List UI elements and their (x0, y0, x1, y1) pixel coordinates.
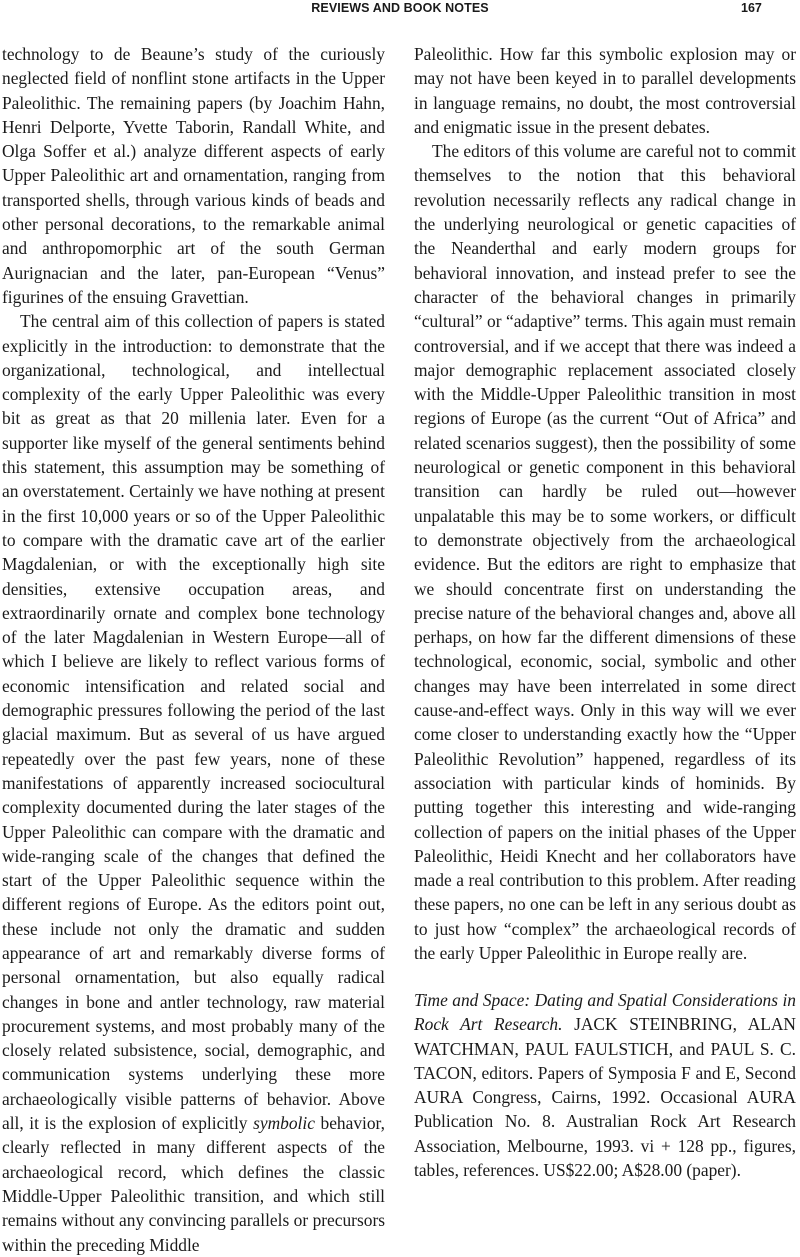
left-paragraph-1: technology to de Beaune’s study of the curiously neglected field of nonflint stone artifacts in the Upper Paleolithic. The remaining papers (by Joachim Hahn, Henri Delporte, Yvette Taborin, Randall White, and Olga Soffer et al.) analyze different aspects of early Upper Paleolithic art and ornamentation, ranging from transported shells, through various kinds of beads and other personal decorations, to the remarkable animal and anthropomorphic art of the south German Aurignacian and the later, pan-European “Venus” figurines of the ensuing Gravettian. (2, 44, 385, 307)
left-paragraph-2-tail: behavior, clearly reflected in many different aspects of the archaeological record, which defines the classic Middle-Upper Paleolithic transition, and which still remains without any convincing parallels or precursors within the preceding Middle (2, 1113, 385, 1255)
book-note-details: JACK STEINBRING, ALAN WATCHMAN, PAUL FAULSTICH, and PAUL S. C. TACON, editors. Papers of Symposia F and E, Second AURA Congress, Cairns, 1992. Occasional AURA Publication No. 8. Australian Rock Art Research Association, Melbourne, 1993. vi + 128 pp., figures, tables, references. US$22.00; A$28.00 (paper). (414, 1014, 796, 1181)
book-note-entry (414, 988, 796, 1182)
symbolic-emphasis: symbolic (253, 1113, 315, 1134)
running-head (0, 0, 800, 20)
left-column (2, 42, 385, 1257)
right-paragraph-2: The editors of this volume are careful not to commit themselves to the notion that this behavioral revolution necessarily reflects any radical change in the underlying neurological or genetic capacities of the Neanderthal and early modern groups for behavioral innovation, and instead prefer to see the character of the behavioral changes in primarily “cultural” or “adaptive” terms. This again must remain controversial, and if we accept that there was indeed a major demographic replacement associated closely with the Middle-Upper Paleolithic transition in most regions of Europe (as the current “Out of Africa” and related scenarios suggest), then the possibility of some neurological or genetic component in this behavioral transition can hardly be ruled out—however unpalatable this may be to some workers, or difficult to demonstrate objectively from the archaeological evidence. But the editors are right to emphasize that we should concentrate first on understanding the precise nature of the behavioral changes and, above all perhaps, on how far the different dimensions of these technological, economic, social, symbolic and other changes may have been interrelated in some direct cause-and-effect ways. Only in this way will we ever come closer to understanding exactly how the “Upper Paleolithic Revolution” happened, regardless of its association with particular kinds of hominids. By putting together this interesting and wide-ranging collection of papers on the initial phases of the Upper Paleolithic, Heidi Knecht and her collaborators have made a real contribution to this problem. After reading these papers, no one can be left in any serious doubt as to just how “complex” the archaeological records of the early Upper Paleolithic in Europe really are. (414, 141, 796, 963)
left-paragraph-2-text: The central aim of this collection of papers is stated explicitly in the introduction: to demonstrate that the organizational, technological, and intellectual complexity of the early Upper Paleolithic was every bit as great as that 20 millenia later. Even for a supporter like myself of the general sentiments behind this statement, this assumption may be something of an overstatement. Certainly we have nothing at present in the first 10,000 years or so of the Upper Paleolithic to compare with the dramatic cave art of the earlier Magdalenian, or with the exceptionally high site densities, extensive occupation areas, and extraordinarily ornate and complex bone technology of the later Magdalenian in Western Europe—all of which I believe are likely to reflect various forms of economic intensification and related social and demographic pressures following the period of the last glacial maximum. But as several of us have argued repeatedly over the past few years, none of these manifestations of apparently increased sociocultural complexity documented during the later stages of the Upper Paleolithic can compare with the dramatic and wide-ranging scale of the changes that defined the start of the Upper Paleolithic sequence within the different regions of Europe. As the editors point out, these include not only the dramatic and sudden appearance of art and remarkably diverse forms of personal ornamentation, but also equally radical changes in bone and antler technology, raw material procurement systems, and most probably many of the closely related subsistence, social, demographic, and communication systems underlying these more archaeologically visible patterns of behavior. Above all, it is the explosion of explicitly (2, 311, 385, 1134)
page-number: 167 (741, 1, 762, 15)
right-column (414, 42, 796, 965)
book-note-title: Time and Space: Dating and Spatial Considerations in Rock Art Research. (414, 990, 796, 1035)
left-paragraph-2 (2, 309, 385, 1257)
running-head-title: REVIEWS AND BOOK NOTES (311, 1, 489, 15)
book-note (414, 988, 796, 1182)
right-paragraph-1: Paleolithic. How far this symbolic explosion may or may not have been keyed in to parallel developments in language remains, no doubt, the most controversial and enigmatic issue in the present debates. (414, 44, 796, 137)
